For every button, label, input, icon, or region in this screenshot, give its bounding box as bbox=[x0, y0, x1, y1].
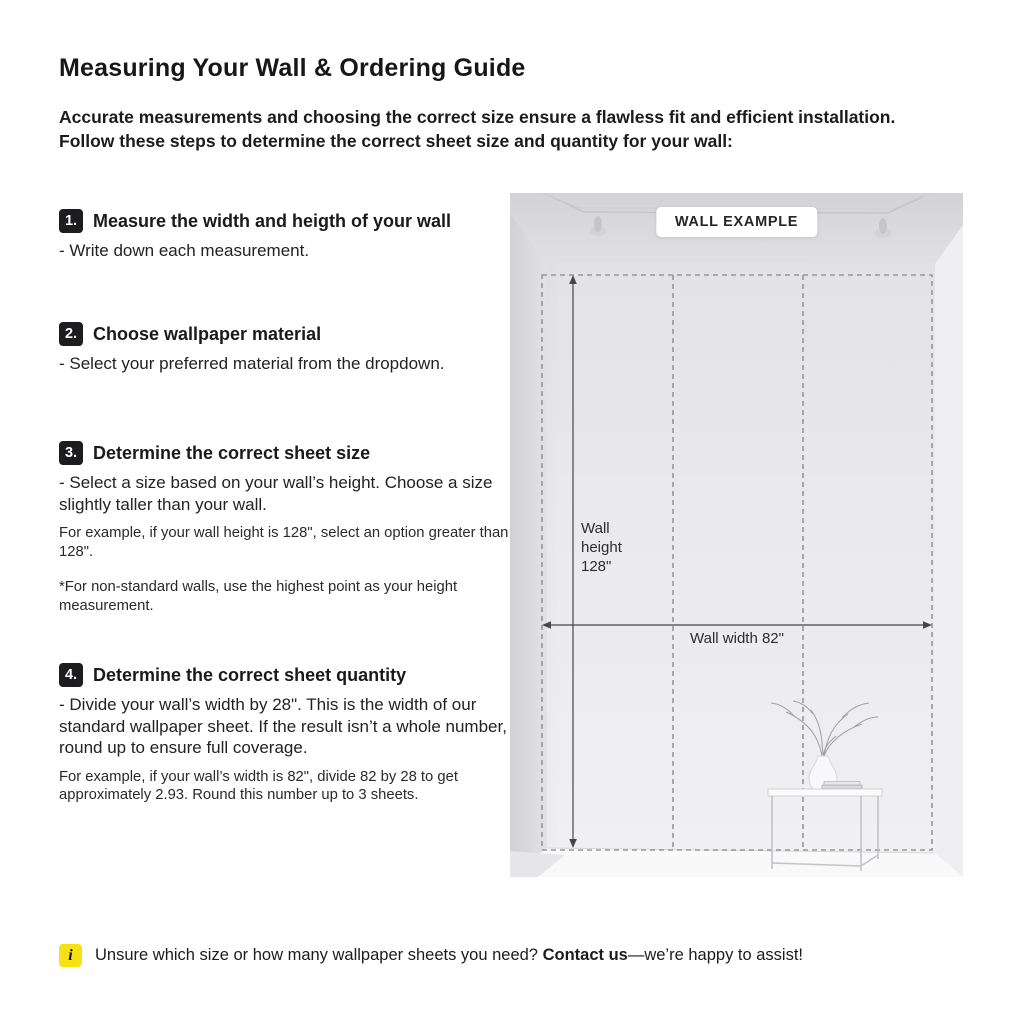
step-4-body: - Divide your wall’s width by 28". This is the width of our standard wallpaper sheet. If the result isn’t a whole number, round up to ensure full coverage. bbox=[59, 695, 507, 757]
step-4-example: For example, if your wall’s width is 82", divide 82 by 28 to get approximately 2.93. Round this number up to 3 sheets. bbox=[59, 768, 458, 803]
step-3-body: - Select a size based on your wall’s height. Choose a size slightly taller than your wall. bbox=[59, 473, 493, 514]
intro-text bbox=[59, 105, 989, 153]
step-4-number-badge: 4. bbox=[59, 663, 83, 687]
step-2-body: - Select your preferred material from the dropdown. bbox=[59, 354, 445, 373]
step-3-number-badge: 3. bbox=[59, 441, 83, 465]
step-4 bbox=[59, 663, 509, 805]
page-title: Measuring Your Wall & Ordering Guide bbox=[59, 54, 526, 82]
wall-example-photo bbox=[510, 193, 963, 877]
step-1-number-badge: 1. bbox=[59, 209, 83, 233]
step-2-title: Choose wallpaper material bbox=[93, 323, 322, 344]
footer-text-after: —we’re happy to assist! bbox=[627, 946, 804, 964]
step-3-example: For example, if your wall height is 128", select an option greater than 128". bbox=[59, 525, 509, 560]
intro-line-2: Follow these steps to determine the correct sheet size and quantity for your wall: bbox=[59, 131, 733, 151]
step-1-header bbox=[59, 209, 509, 233]
footer-text bbox=[95, 944, 803, 967]
right-wall bbox=[935, 225, 963, 877]
step-1-title: Measure the width and heigth of your wall bbox=[93, 210, 452, 231]
step-4-header bbox=[59, 663, 509, 687]
footer-text-before: Unsure which size or how many wallpaper sheets you need? bbox=[95, 946, 543, 964]
books bbox=[822, 781, 862, 788]
step-3-header bbox=[59, 441, 509, 465]
footer-note bbox=[59, 944, 803, 967]
wall-example-badge: WALL EXAMPLE bbox=[656, 207, 817, 237]
step-3-note: *For non-standard walls, use the highest point as your height measurement. bbox=[59, 579, 458, 614]
intro-line-1: Accurate measurements and choosing the correct size ensure a flawless fit and efficient installation. bbox=[59, 107, 896, 127]
step-4-title: Determine the correct sheet quantity bbox=[93, 664, 407, 685]
step-2-header bbox=[59, 322, 509, 346]
step-1-body: - Write down each measurement. bbox=[59, 241, 310, 260]
info-icon: i bbox=[59, 944, 82, 967]
wall-width-label: Wall width 82" bbox=[690, 630, 784, 647]
step-3-title: Determine the correct sheet size bbox=[93, 442, 371, 463]
step-2 bbox=[59, 322, 509, 375]
wall-height-label: Wall height 128" bbox=[581, 520, 622, 575]
step-3 bbox=[59, 441, 509, 615]
step-2-number-badge: 2. bbox=[59, 322, 83, 346]
room-illustration bbox=[510, 193, 963, 877]
step-1 bbox=[59, 209, 509, 262]
contact-us-link[interactable]: Contact us bbox=[542, 946, 628, 964]
